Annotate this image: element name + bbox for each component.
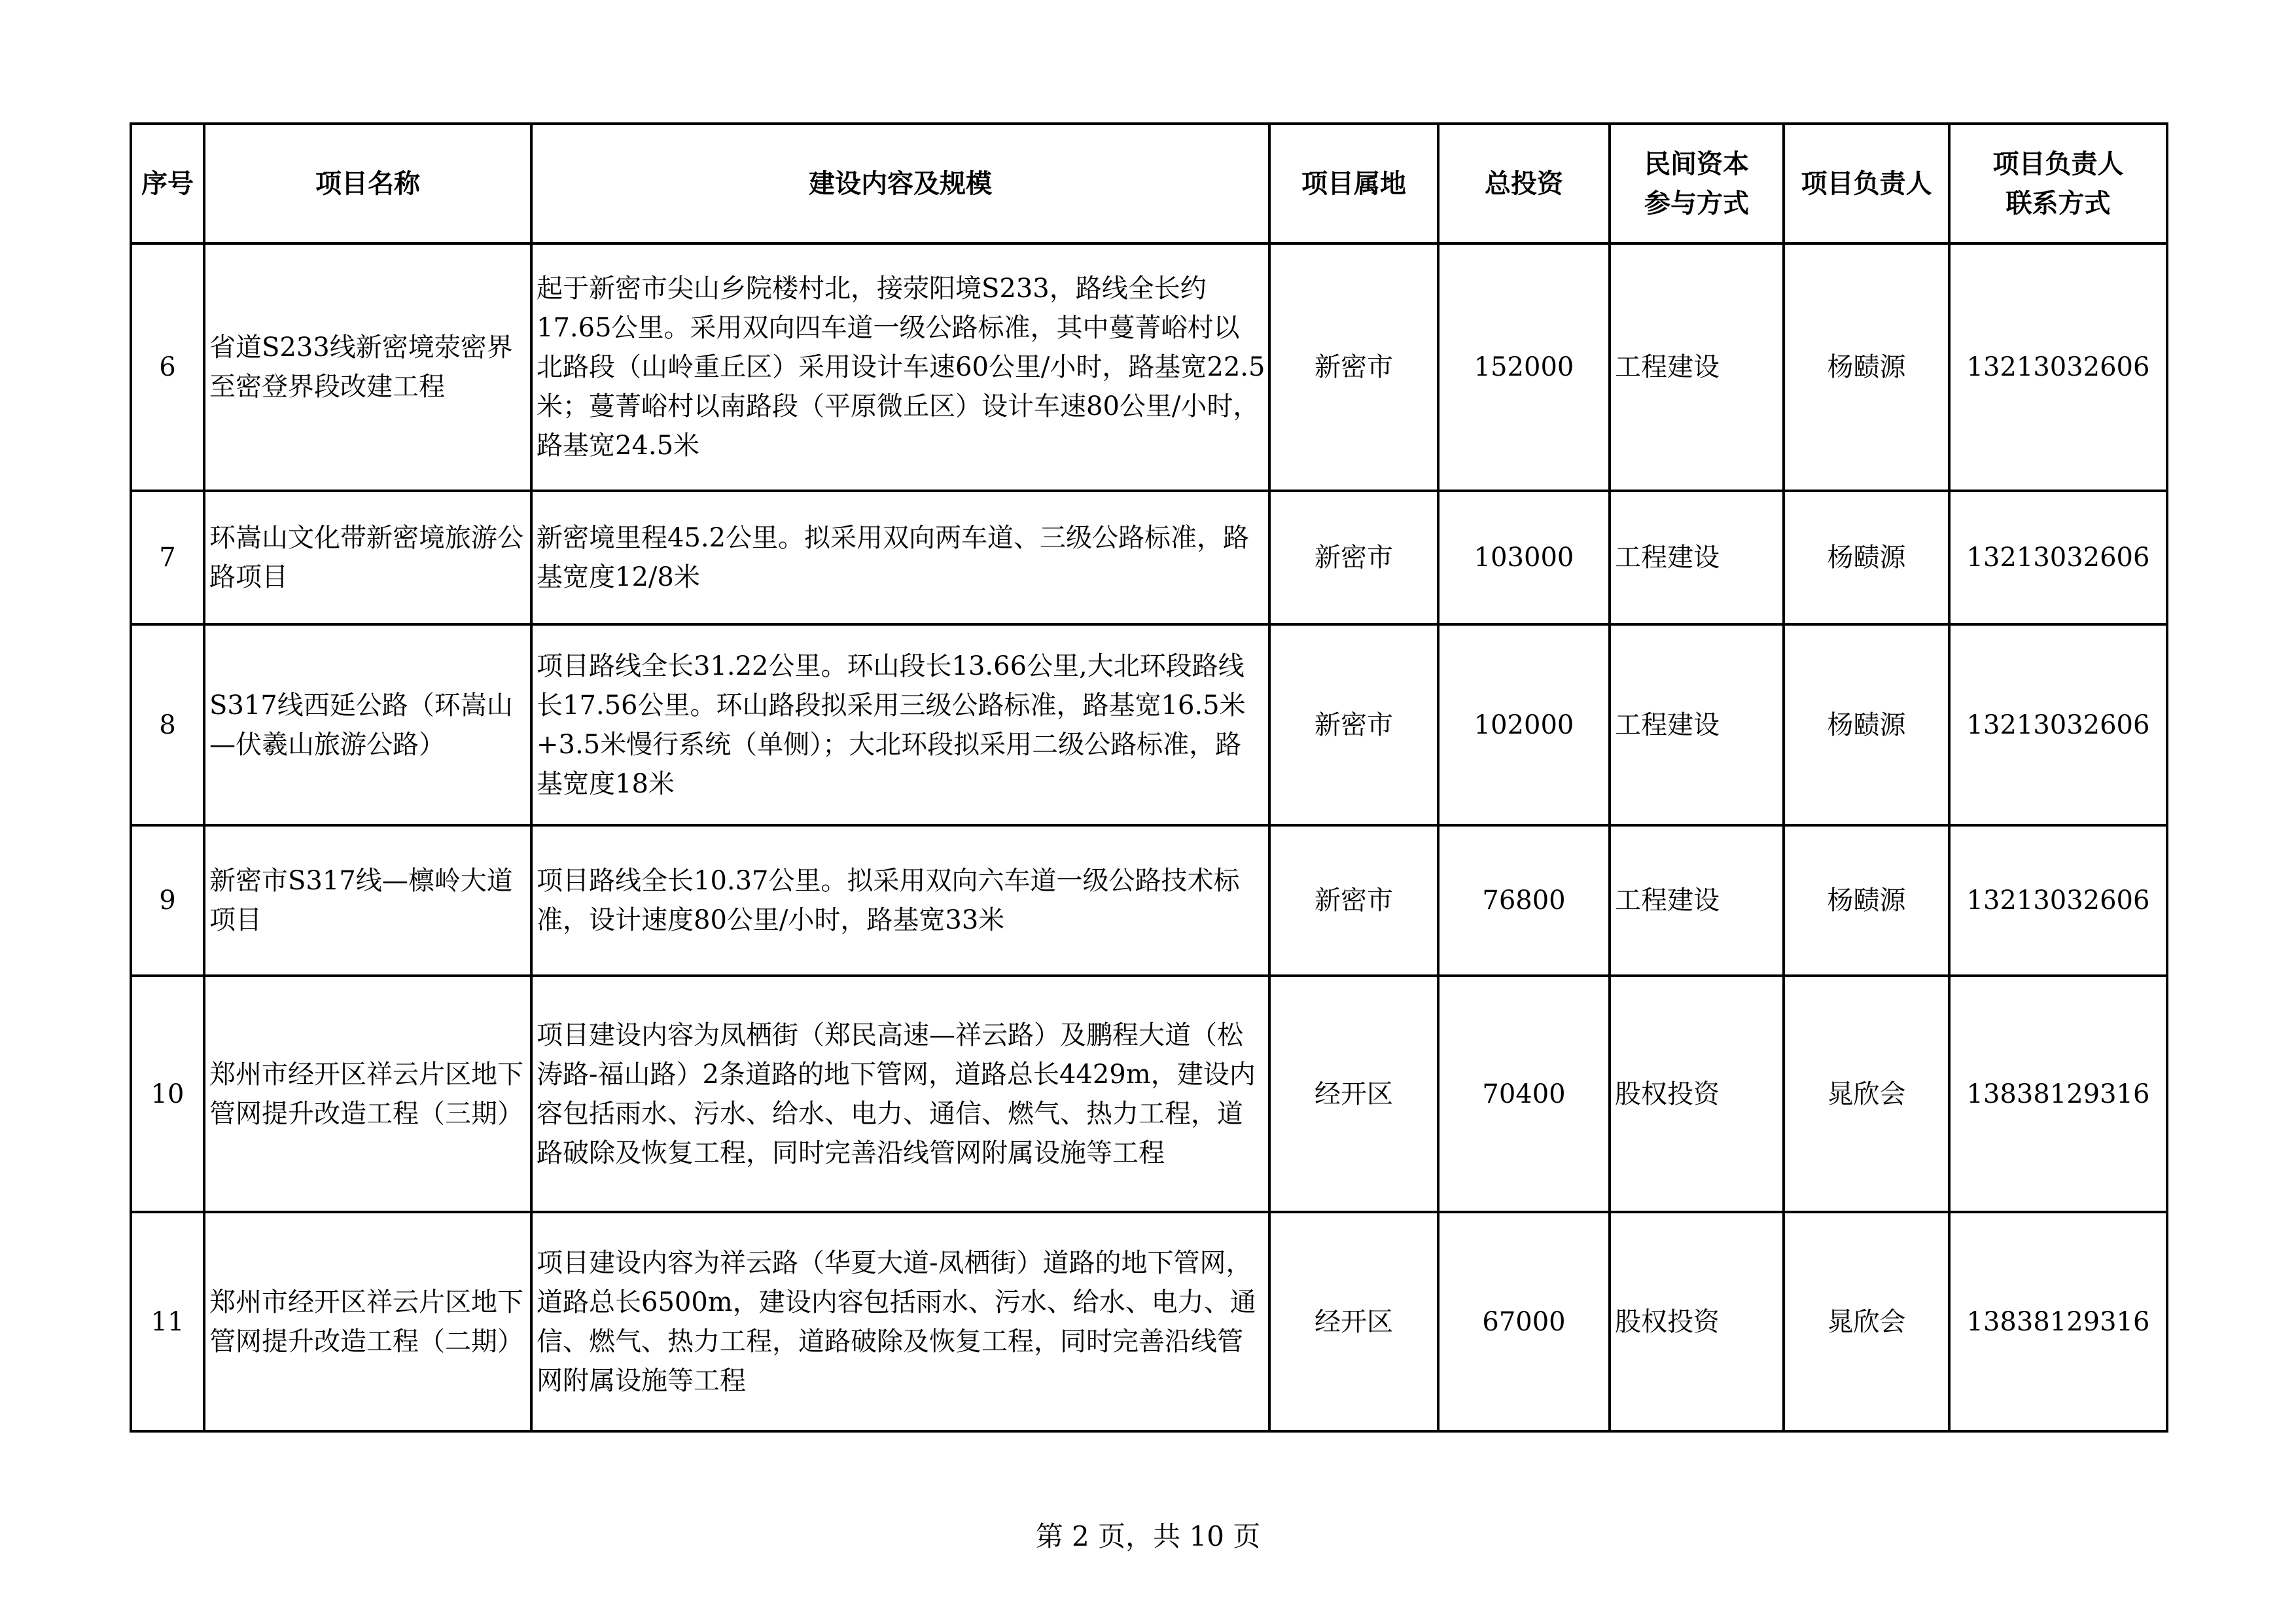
header-capital-mode-line1: 民间资本 [1644,149,1749,179]
cell-name: 新密市S317线—檩岭大道项目 [204,825,531,976]
table-header-row [131,124,2167,243]
cell-seq: 11 [131,1212,204,1431]
header-investment: 总投资 [1438,124,1610,243]
cell-location: 经开区 [1269,1212,1438,1431]
cell-content: 项目建设内容为凤栖街（郑民高速—祥云路）及鹏程大道（松涛路-福山路）2条道路的地下管网，道路总长4429m，建设内容包括雨水、污水、给水、电力、通信、燃气、热力工程，道路破除及恢复工程，同时完善沿线管网附属设施等工程 [531,976,1269,1212]
table-row [131,1212,2167,1431]
cell-seq: 8 [131,624,204,825]
cell-seq: 9 [131,825,204,976]
cell-investment: 76800 [1438,825,1610,976]
cell-capital-mode: 工程建设 [1610,243,1784,491]
header-name: 项目名称 [204,124,531,243]
cell-contact: 13213032606 [1949,624,2167,825]
header-seq: 序号 [131,124,204,243]
cell-contact: 13213032606 [1949,825,2167,976]
header-owner: 项目负责人 [1784,124,1949,243]
cell-capital-mode: 工程建设 [1610,825,1784,976]
header-contact-line2: 联系方式 [2005,188,2111,219]
cell-content: 项目建设内容为祥云路（华夏大道-凤栖街）道路的地下管网，道路总长6500m，建设内容包括雨水、污水、给水、电力、通信、燃气、热力工程，道路破除及恢复工程，同时完善沿线管网附属设施等工程 [531,1212,1269,1431]
cell-name: 省道S233线新密境荥密界至密登界段改建工程 [204,243,531,491]
cell-location: 新密市 [1269,491,1438,624]
header-contact-line1: 项目负责人 [1992,149,2124,179]
cell-owner: 杨赜源 [1784,624,1949,825]
cell-contact: 13213032606 [1949,243,2167,491]
cell-owner: 杨赜源 [1784,825,1949,976]
cell-content: 新密境里程45.2公里。拟采用双向两车道、三级公路标准，路基宽度12/8米 [531,491,1269,624]
cell-seq: 6 [131,243,204,491]
cell-capital-mode: 股权投资 [1610,1212,1784,1431]
cell-investment: 70400 [1438,976,1610,1212]
cell-location: 新密市 [1269,243,1438,491]
cell-investment: 67000 [1438,1212,1610,1431]
cell-content: 起于新密市尖山乡院楼村北，接荥阳境S233，路线全长约17.65公里。采用双向四车道一级公路标准，其中蔓菁峪村以北路段（山岭重丘区）采用设计车速60公里/小时，路基宽22.5米；蔓菁峪村以南路段（平原微丘区）设计车速80公里/小时，路基宽24.5米 [531,243,1269,491]
cell-investment: 103000 [1438,491,1610,624]
table-row [131,491,2167,624]
cell-location: 新密市 [1269,825,1438,976]
table-row [131,976,2167,1212]
table-row [131,825,2167,976]
project-table [130,122,2168,1433]
header-location: 项目属地 [1269,124,1438,243]
cell-capital-mode: 工程建设 [1610,491,1784,624]
table-row [131,624,2167,825]
cell-name: 郑州市经开区祥云片区地下管网提升改造工程（三期） [204,976,531,1212]
cell-contact: 13838129316 [1949,1212,2167,1431]
cell-owner: 杨赜源 [1784,243,1949,491]
cell-seq: 7 [131,491,204,624]
cell-owner: 晁欣会 [1784,976,1949,1212]
cell-capital-mode: 工程建设 [1610,624,1784,825]
cell-name: S317线西延公路（环嵩山—伏羲山旅游公路） [204,624,531,825]
cell-contact: 13838129316 [1949,976,2167,1212]
header-content: 建设内容及规模 [531,124,1269,243]
cell-contact: 13213032606 [1949,491,2167,624]
table-row [131,243,2167,491]
header-contact [1949,124,2167,243]
cell-investment: 102000 [1438,624,1610,825]
cell-investment: 152000 [1438,243,1610,491]
cell-location: 新密市 [1269,624,1438,825]
cell-name: 环嵩山文化带新密境旅游公路项目 [204,491,531,624]
cell-name: 郑州市经开区祥云片区地下管网提升改造工程（二期） [204,1212,531,1431]
cell-owner: 杨赜源 [1784,491,1949,624]
page-number: 第 2 页，共 10 页 [1035,1520,1261,1552]
cell-content: 项目路线全长31.22公里。环山段长13.66公里,大北环段路线长17.56公里。环山路段拟采用三级公路标准，路基宽16.5米+3.5米慢行系统（单侧）；大北环段拟采用二级公路标准，路基宽度18米 [531,624,1269,825]
cell-seq: 10 [131,976,204,1212]
header-capital-mode [1610,124,1784,243]
cell-owner: 晁欣会 [1784,1212,1949,1431]
cell-capital-mode: 股权投资 [1610,976,1784,1212]
cell-content: 项目路线全长10.37公里。拟采用双向六车道一级公路技术标准，设计速度80公里/小时，路基宽33米 [531,825,1269,976]
header-capital-mode-line2: 参与方式 [1644,188,1749,219]
cell-location: 经开区 [1269,976,1438,1212]
